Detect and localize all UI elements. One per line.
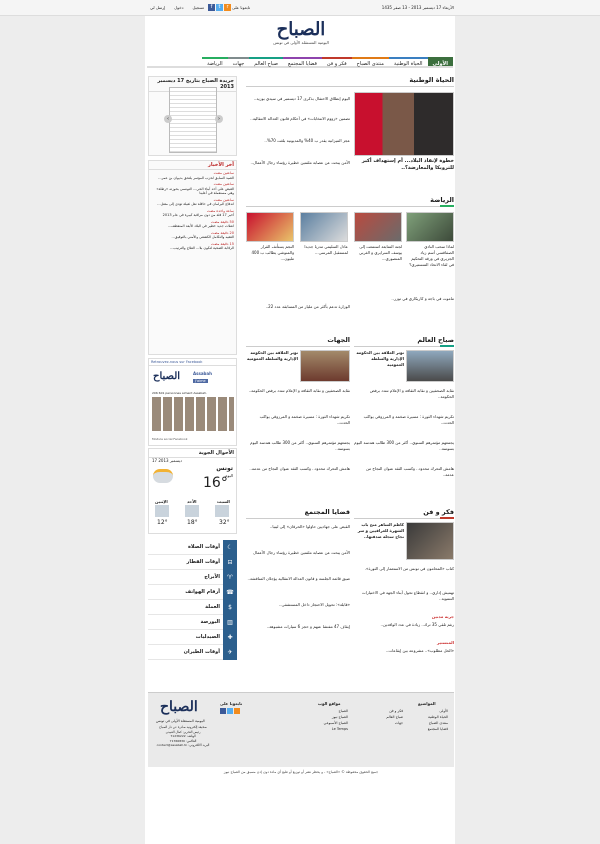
latest-news-title: آخر الأخبار	[149, 161, 236, 170]
twitter-icon[interactable]	[227, 708, 233, 714]
weather-title: الأحوال الجوية	[149, 449, 236, 458]
national-item[interactable]: اليوم إنطلاق الاحتفال بذكرى 17 ديسمبر في سيدي بوزيد..	[253, 96, 350, 101]
footer-follow-title: تابعونا على	[220, 701, 243, 706]
nav-item-thought[interactable]: فكر و فن	[322, 57, 352, 66]
footer-site-link[interactable]: الصباح	[338, 709, 348, 713]
sports-item[interactable]: النجم يستأنف القرار والمنوشي يطالب ب 400 مليون...	[251, 244, 294, 261]
date-line: الأربعاء 17 ديسمبر 2013 - 13 صفر 1435	[381, 5, 454, 10]
footer-tagline: اليومية المستقلة الأولى في تونس	[156, 719, 205, 723]
footer-sites-title: مواقع الوب	[318, 701, 341, 706]
regions-item[interactable]: يجمعهم مؤتمرهم السنوي.. أكثر من 300 طالب هندسة اليوم بسوسة..	[250, 440, 350, 451]
section-rule	[354, 518, 454, 519]
nav-item-national[interactable]: الحياة الوطنية	[389, 57, 428, 66]
login-link[interactable]: دخول	[174, 5, 184, 10]
sports-image[interactable]	[406, 212, 454, 242]
regions-lead[interactable]: توتر العلاقة بين الحكومة الإدارية والسلطة العمومية	[246, 350, 298, 361]
sports-item[interactable]: لماذا سحب النادي الصفاقسي أسم زياد الجزيري في ورقة التحكيم في لقاء الاتحاد المنستيري؟	[409, 244, 454, 267]
footer-section-link[interactable]: فكر و فن	[389, 709, 403, 713]
rss-icon[interactable]: r	[224, 4, 231, 11]
sports-image[interactable]	[354, 212, 402, 242]
top-bar	[0, 0, 600, 16]
plane-icon: ✈	[223, 645, 237, 660]
world-item[interactable]: يجمعهم مؤتمرهم السنوي.. أكثر من 300 طالب هندسة اليوم بسوسة..	[354, 440, 454, 451]
weather-date: 17 ديسمبر 2013	[152, 458, 183, 463]
forecast-day: الأحد	[187, 499, 197, 504]
section-title-world[interactable]: صباح العالم	[417, 336, 454, 344]
section-title-thought[interactable]: فكر و فن	[423, 508, 454, 516]
section-rule	[354, 346, 454, 347]
national-item[interactable]: الأمن يبحث عن عصابة ملثمين خطيرة رؤساء رجال الأعمال..	[250, 160, 350, 165]
society-item[interactable]: إيقاف 47 مفتشا عنهم و حجز 6 سيارات مشبوهة..	[266, 624, 350, 629]
world-image[interactable]	[406, 350, 454, 382]
epaper-label: جريدة الصباح بتاريخ 17 ديسمبر 2013	[149, 77, 236, 92]
national-item[interactable]: تضمين «زووم الانتخابات» في أحكام قانون العدالة الانتقالية..	[250, 116, 350, 121]
nav-item-sports[interactable]: الرياضة	[202, 57, 228, 66]
epaper-cover[interactable]	[169, 87, 217, 153]
footer-sections-title: المواضيع	[418, 701, 436, 706]
facebook-plugin: Module social Facebook	[152, 437, 188, 441]
footer-sites	[308, 708, 348, 732]
latest-item[interactable]: ساعتين مضت الصيد السابق لحزب المؤتمر يلتحق بديوان بن عمر...	[158, 171, 234, 180]
section-rule	[246, 86, 454, 87]
section-mark	[440, 345, 454, 347]
world-lead[interactable]: توتر العلاقة بين الحكومة الإدارية والسلطة العمومية	[356, 350, 404, 367]
service-train[interactable]: ⊟ أوقات القطار	[148, 555, 237, 570]
nav-item-society[interactable]: قضايا المجتمع	[283, 57, 322, 66]
services-menu	[148, 540, 237, 660]
facebook-icon[interactable]	[220, 708, 226, 714]
facebook-box	[148, 358, 237, 446]
facebook-fans: 206 601 personnes aiment Assabah.	[152, 391, 207, 395]
nav-item-world[interactable]: صباح العالم	[249, 57, 283, 66]
thought-item[interactable]: كتاب «المحامون في تونس من الاستعمار إلى الثورة».	[364, 566, 454, 571]
latest-item[interactable]: ساعتين مضت القبض على أحد أبناء الحي... التونسي بحوزته «رطلة» وهي مستعملة في أعلينا	[156, 182, 234, 195]
sports-item[interactable]: عادل السليمي مدربا جديدا لمستقبل المرسى...	[304, 244, 348, 255]
phone-icon: ☎	[223, 585, 237, 600]
section-mark	[440, 205, 454, 207]
service-phones[interactable]: ☎ أرقام الهواتف	[148, 585, 237, 600]
forecast-temp: 12°	[157, 519, 168, 526]
service-currency[interactable]: $ العملة	[148, 600, 237, 615]
epaper-prev-icon[interactable]: ‹	[164, 115, 172, 123]
thought-region: المنستير	[436, 640, 454, 645]
twitter-icon[interactable]: t	[216, 4, 223, 11]
facebook-like-button[interactable]: J'aime	[195, 379, 206, 383]
section-title-sports[interactable]: الرياضة	[430, 196, 454, 204]
world-item[interactable]: هامش التحرك محدود.. وكسب الثقة عنوان النجاح من عدمه..	[365, 466, 454, 477]
thought-image[interactable]	[406, 522, 454, 560]
forecast-day: الإثنين	[155, 499, 168, 504]
forecast-temp: 18°	[187, 519, 198, 526]
weather-today-label: اليوم	[224, 473, 233, 478]
regions-image[interactable]	[300, 350, 350, 382]
sports-image[interactable]	[246, 212, 294, 242]
service-prayer[interactable]: ☾ أوقات الصلاة	[148, 540, 237, 555]
subscribe-link[interactable]: إرسل لي	[150, 5, 166, 10]
section-title-society[interactable]: قضايا المجتمع	[304, 508, 350, 516]
copyright: جميع الحقوق محفوظة © «الصباح» - و يحظر نشر أو توزيع أو طبع أي مادة دون إذن مسبق من الصباح نيوز	[223, 770, 379, 774]
footer-about: صحيفة إلكترونية صادرة عن دار الصباح رئيس التحرير: كمال العبيدي الهاتف: 71236222 الفاكس: 71766830 البريد الالكتروني: contact@assabah.tn	[156, 725, 210, 747]
register-link[interactable]: تسجيل	[192, 5, 204, 10]
regions-item[interactable]: نقابة الصحفيين و نقابة الثقافة و الإعلام تنتدد برفض الحكومة..	[248, 388, 350, 393]
weather-box	[148, 448, 237, 534]
section-rule	[246, 206, 454, 207]
nav-item-home[interactable]: الأولى	[428, 57, 453, 66]
footer-site-link[interactable]: الصباح الأسبوعي	[323, 721, 348, 725]
logo-tagline: اليومية المستقلة الأولى في تونس	[273, 40, 329, 45]
society-item[interactable]: ضيق قائمة الجلسة و قانون العدالة الانتقالية يؤجلان المناقشة..	[247, 576, 350, 581]
weather-today-temp: 16°	[203, 475, 228, 491]
logo-text: الصباح	[276, 19, 326, 40]
sports-image[interactable]	[300, 212, 348, 242]
section-rule	[246, 346, 350, 347]
section-title-regions[interactable]: الجهات	[327, 336, 350, 344]
section-mark	[440, 517, 454, 519]
mosque-icon: ☾	[223, 540, 237, 555]
regions-item[interactable]: تكريم شهداء الثورة : مسيرة ضخمة و المرزوقي يواكب الحدث..	[259, 414, 350, 425]
train-icon: ⊟	[223, 555, 237, 570]
latest-item[interactable]: ساعة واحدة مضت أخبر 17 فئة من دون مراقبة كبيرة في عام 2013	[162, 208, 234, 217]
latest-news-box	[148, 160, 237, 355]
account-links	[148, 5, 206, 10]
footer-section-link[interactable]: جهات	[394, 721, 403, 725]
service-horoscope[interactable]: ♈ الأبراج	[148, 570, 237, 585]
nav-item-forum[interactable]: منتدى الصباح	[352, 57, 389, 66]
national-main-image[interactable]	[354, 92, 454, 156]
service-stocks[interactable]: ▥ البورصة	[148, 615, 237, 630]
epaper-next-icon[interactable]: ›	[215, 115, 223, 123]
latest-item[interactable]: ساعتين مضت اندفاع البرلمان في حافلة نقل ثقيلة تؤدي إلى مقتل...	[157, 197, 234, 206]
sun-cloud-icon	[153, 469, 173, 483]
currency-icon: $	[223, 600, 237, 615]
rss-icon[interactable]	[234, 708, 240, 714]
nav-item-regions[interactable]: جهات	[228, 57, 250, 66]
society-item[interactable]: «قابلة»: تحويل الاحتجاز داخل المستشفى..	[278, 602, 350, 607]
footer-section-link[interactable]: صباح العالم	[386, 715, 403, 719]
latest-item[interactable]: 15 دقيقة مضت الرقابة الصحية لتكون بلا... الفلاح والترتيب...	[170, 241, 234, 250]
section-rule	[246, 518, 350, 519]
footer-section-link[interactable]: الحياة الوطنية	[428, 715, 448, 719]
footer-section-link[interactable]: منتدى الصباح	[428, 721, 448, 725]
sports-item[interactable]: الوزارة تدعم بأكثر من مليار من المسابقة عدد 22..	[265, 304, 350, 309]
section-title-national[interactable]: الحياة الوطنية	[409, 76, 454, 84]
sports-item[interactable]: ماموت في باجة و كاريكاري في توزر..	[391, 296, 454, 301]
footer	[148, 692, 454, 767]
thought-lead[interactable]: كاظم الساهر منح باب الشهرة للعراقيين و سر نجاح سجله صدفتها..	[357, 522, 404, 539]
service-pharmacy[interactable]: ✚ الصيدليات	[148, 630, 237, 645]
pharmacy-icon: ✚	[223, 630, 237, 645]
sports-item[interactable]: لجنة المتابعة استمعت إلى يوسف السرايري و الغربي المنصوري...	[359, 244, 402, 261]
service-flights[interactable]: ✈ أوقات الطيران	[148, 645, 237, 660]
weather-city: تونس	[216, 465, 233, 472]
world-item[interactable]: نقابة الصحفيين و نقابة الثقافة و الإعلام تنتدد برفض الحكومة..	[369, 388, 454, 399]
facebook-page-name[interactable]: Assabah	[193, 371, 212, 376]
footer-site-link[interactable]: Le Temps	[331, 727, 348, 731]
regions-item[interactable]: هامش التحرك محدود.. وكسب الثقة عنوان النجاح من عدمه..	[249, 466, 350, 471]
main-nav	[147, 57, 453, 68]
thought-item[interactable]: «الحل مطلوب».. مشروعه بين إيقاعات..	[385, 648, 454, 653]
footer-logo[interactable]: الصباح	[160, 699, 198, 715]
forecast-icons	[155, 505, 231, 517]
zodiac-icon: ♈	[223, 570, 237, 585]
follow-label: تابعونا على	[232, 5, 251, 10]
footer-sections	[362, 708, 448, 732]
latest-item[interactable]: 50 دقيقة مضت انفلات جديد خطير في البلاد الأبعد المنعطف...	[167, 219, 234, 228]
footer-site-link[interactable]: الصباح نيوز	[331, 715, 348, 719]
thought-item[interactable]: تهميش إداري.. و انقطاع تحول أبناء الجهة في الاختيارات التنموية..	[361, 590, 454, 601]
national-item[interactable]: عجز الميزانية يقدر ب 40% والمديونية بلغت 70%..	[264, 138, 350, 143]
thought-region: جربة مدنين	[431, 614, 454, 619]
chart-icon: ▥	[223, 615, 237, 630]
site-logo[interactable]	[268, 20, 334, 54]
latest-item[interactable]: 20 دقيقة مضت الفقيه والتكامل الكشفي والأمني بالتوفيق...	[171, 230, 234, 239]
footer-social	[220, 708, 240, 714]
facebook-page-logo[interactable]: الصباح	[153, 371, 181, 382]
footer-section-link[interactable]: قضايا المجتمع	[427, 727, 448, 731]
forecast-day: السبت	[217, 499, 230, 504]
thought-item[interactable]: رغم تلقي 35 ترك.. زيادة في عدد الوافدين..	[380, 622, 454, 627]
facebook-icon[interactable]: f	[208, 4, 215, 11]
epaper-box	[148, 76, 237, 156]
footer-section-link[interactable]: الأولى	[439, 709, 448, 713]
facebook-avatars	[152, 397, 234, 431]
facebook-title: Retrouvez-nous sur Facebook	[149, 359, 236, 366]
national-headline[interactable]: خطوة لإنقاذ البلاد... أم إستهداف أكبر للترويكا والمعارضة؟..	[361, 158, 454, 171]
society-item[interactable]: الأمن يبحث عن عصابة ملثمين خطيرة رؤساء رجال الأعمال	[253, 550, 350, 555]
forecast-temp: 32°	[219, 519, 230, 526]
social-icons	[208, 4, 231, 11]
world-item[interactable]: تكريم شهداء الثورة : مسيرة ضخمة و المرزوقي يواكب الحدث..	[363, 414, 454, 425]
society-item[interactable]: القبض على جهاديين حاولوا «الحرقان» إلى ليبيا..	[269, 524, 350, 529]
